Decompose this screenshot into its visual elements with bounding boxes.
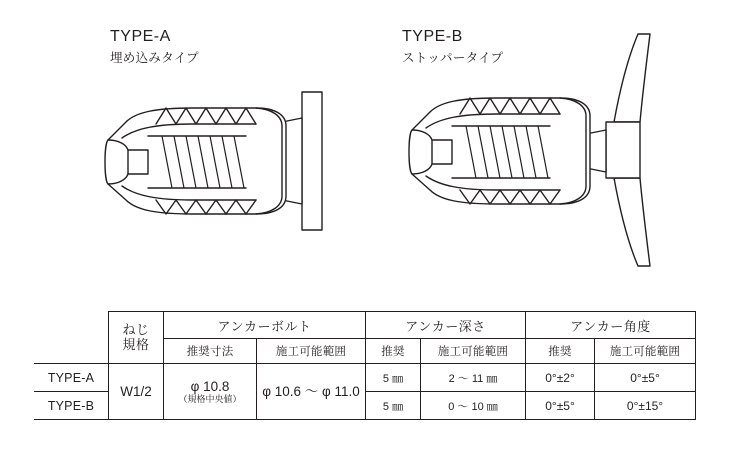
header-neji-line2: 規格	[122, 336, 150, 352]
type-a-label-block	[110, 26, 199, 66]
corner-blank-cell	[34, 312, 109, 339]
header-anchor-depth: アンカー深さ	[366, 312, 526, 339]
type-b-anchor-illustration	[400, 22, 700, 282]
header-anchor-bolt: アンカーボルト	[164, 312, 366, 339]
cell-angle-recommended-b: 0°±5°	[526, 392, 595, 420]
header-angle-recommended: 推奨	[526, 339, 595, 364]
row-label-type-a: TYPE-A	[34, 364, 109, 392]
header-anchor-angle: アンカー角度	[526, 312, 696, 339]
type-a-anchor-illustration	[96, 78, 356, 258]
header-bolt-range: 施工可能範囲	[257, 339, 366, 364]
spec-table	[34, 311, 696, 420]
cell-angle-recommended-a: 0°±2°	[526, 364, 595, 392]
header-neji-kikaku	[109, 312, 164, 364]
header-angle-range: 施工可能範囲	[595, 339, 696, 364]
cell-angle-range-b: 0°±15°	[595, 392, 696, 420]
row-label-type-b: TYPE-B	[34, 392, 109, 420]
header-bolt-recommended: 推奨寸法	[164, 339, 257, 364]
type-b-subtitle: ストッパータイプ	[402, 50, 504, 65]
type-b-title: TYPE-B	[402, 28, 463, 45]
cell-depth-recommended-a: 5 ㎜	[366, 364, 421, 392]
cell-depth-range-a: 2 ～ 11 ㎜	[421, 364, 526, 392]
header-depth-recommended: 推奨	[366, 339, 421, 364]
cell-bolt-range-value: φ 10.6 ～ φ 11.0	[257, 364, 366, 420]
cell-depth-range-b: 0 ～ 10 ㎜	[421, 392, 526, 420]
table-header-row-1	[34, 312, 696, 339]
header-neji-line1: ねじ	[122, 321, 150, 337]
cell-neji-kikaku-value: W1/2	[109, 364, 164, 420]
bolt-recommended-number: φ 10.8	[190, 378, 230, 394]
table-row	[34, 364, 696, 392]
cell-bolt-recommended-value	[164, 364, 257, 420]
cell-depth-recommended-b: 5 ㎜	[366, 392, 421, 420]
header-depth-range: 施工可能範囲	[421, 339, 526, 364]
cell-angle-range-a: 0°±5°	[595, 364, 696, 392]
type-a-title: TYPE-A	[110, 28, 171, 45]
bolt-recommended-note: （規格中央値）	[178, 393, 242, 404]
type-a-subtitle: 埋め込みタイプ	[110, 50, 199, 65]
blank-cell-2	[34, 339, 109, 364]
